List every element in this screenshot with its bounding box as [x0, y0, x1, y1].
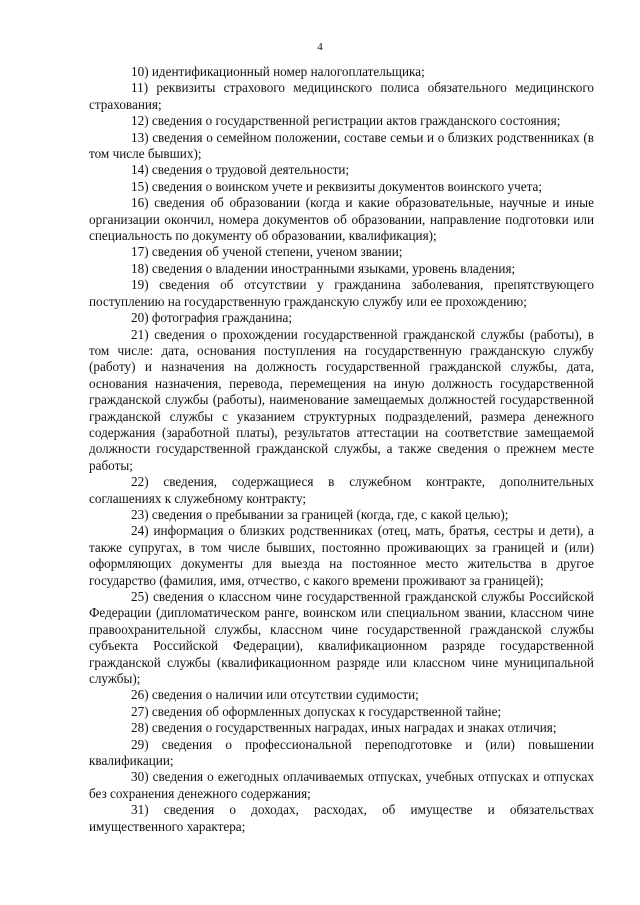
list-item-25: 25) сведения о классном чине государственной гражданской службы Российской Федерации (дипломатическом ранге, воинском или специальном звании, классном чине правоохранительной службы, классном чине государственной гражданской службы субъекта Российской Федерации), квалификационном разряде государственной гражданской службы (квалификационном разряде или классном чине муниципальной службы);	[89, 589, 594, 687]
list-item-24: 24) информация о близких родственниках (отец, мать, братья, сестры и дети), а также супругах, в том числе бывших, постоянно проживающих за границей и (или) оформляющих документы для выезда на постоянное место жительства в другое государство (фамилия, имя, отчество, с какого времени проживают за границей);	[89, 523, 594, 588]
list-item-16: 16) сведения об образовании (когда и какие образовательные, научные и иные организации окончил, номера документов об образовании, направление подготовки или специальность по документу об образовании, квалификация);	[89, 195, 594, 244]
list-item-30: 30) сведения о ежегодных оплачиваемых отпусках, учебных отпусках и отпусках без сохранения денежного содержания;	[89, 769, 594, 801]
list-item-17: 17) сведения об ученой степени, ученом звании;	[131, 244, 403, 260]
list-item-26: 26) сведения о наличии или отсутствии судимости;	[131, 687, 419, 703]
list-item-27: 27) сведения об оформленных допусках к государственной тайне;	[131, 703, 502, 719]
list-item-31: 31) сведения о доходах, расходах, об имуществе и обязательствах имущественного характера;	[89, 802, 594, 834]
list-item-23: 23) сведения о пребывании за границей (когда, где, с какой целью);	[131, 506, 509, 522]
list-item-10: 10) идентификационный номер налогоплательщика;	[131, 64, 425, 79]
document-body	[89, 64, 594, 835]
list-item-29: 29) сведения о профессиональной переподготовке и (или) повышении квалификации;	[89, 736, 594, 769]
list-item-22: 22) сведения, содержащиеся в служебном контракте, дополнительных соглашениях к служебному контракту;	[89, 474, 594, 506]
list-item-15: 15) сведения о воинском учете и реквизиты документов воинского учета;	[131, 178, 543, 194]
list-item-12: 12) сведения о государственной регистрации актов гражданского состояния;	[131, 113, 561, 129]
list-item-11: 11) реквизиты страхового медицинского полиса обязательного медицинского страхования;	[89, 80, 594, 112]
list-item-20: 20) фотография гражданина;	[131, 310, 293, 326]
list-item-28: 28) сведения о государственных наградах, иных наградах и знаках отличия;	[131, 720, 557, 736]
list-item-18: 18) сведения о владении иностранными языками, уровень владения;	[131, 260, 516, 276]
list-item-19: 19) сведения об отсутствии у гражданина заболевания, препятствующего поступлению на государственную гражданскую службу или ее прохождению;	[89, 277, 594, 309]
list-item-13: 13) сведения о семейном положении, составе семьи и о близких родственниках (в том числе бывших);	[89, 129, 594, 162]
list-item-21: 21) сведения о прохождении государственной гражданской службы (работы), в том числе: дата, основания поступления на государственную гражданскую службу (работу) и назначения на должность государственной гражданской службы, дата, основания назначения, перевода, перемещения на иную должность государственной гражданской службы (работы), наименование замещаемых должностей государственной гражданской службы с указанием структурных подразделений, размера денежного содержания (заработной платы), результатов аттестации на соответствие замещаемой должности государственной гражданской службы, а также сведения о прежнем месте работы;	[89, 326, 594, 473]
list-item-14: 14) сведения о трудовой деятельности;	[131, 162, 350, 178]
page-number: 4	[317, 41, 323, 53]
